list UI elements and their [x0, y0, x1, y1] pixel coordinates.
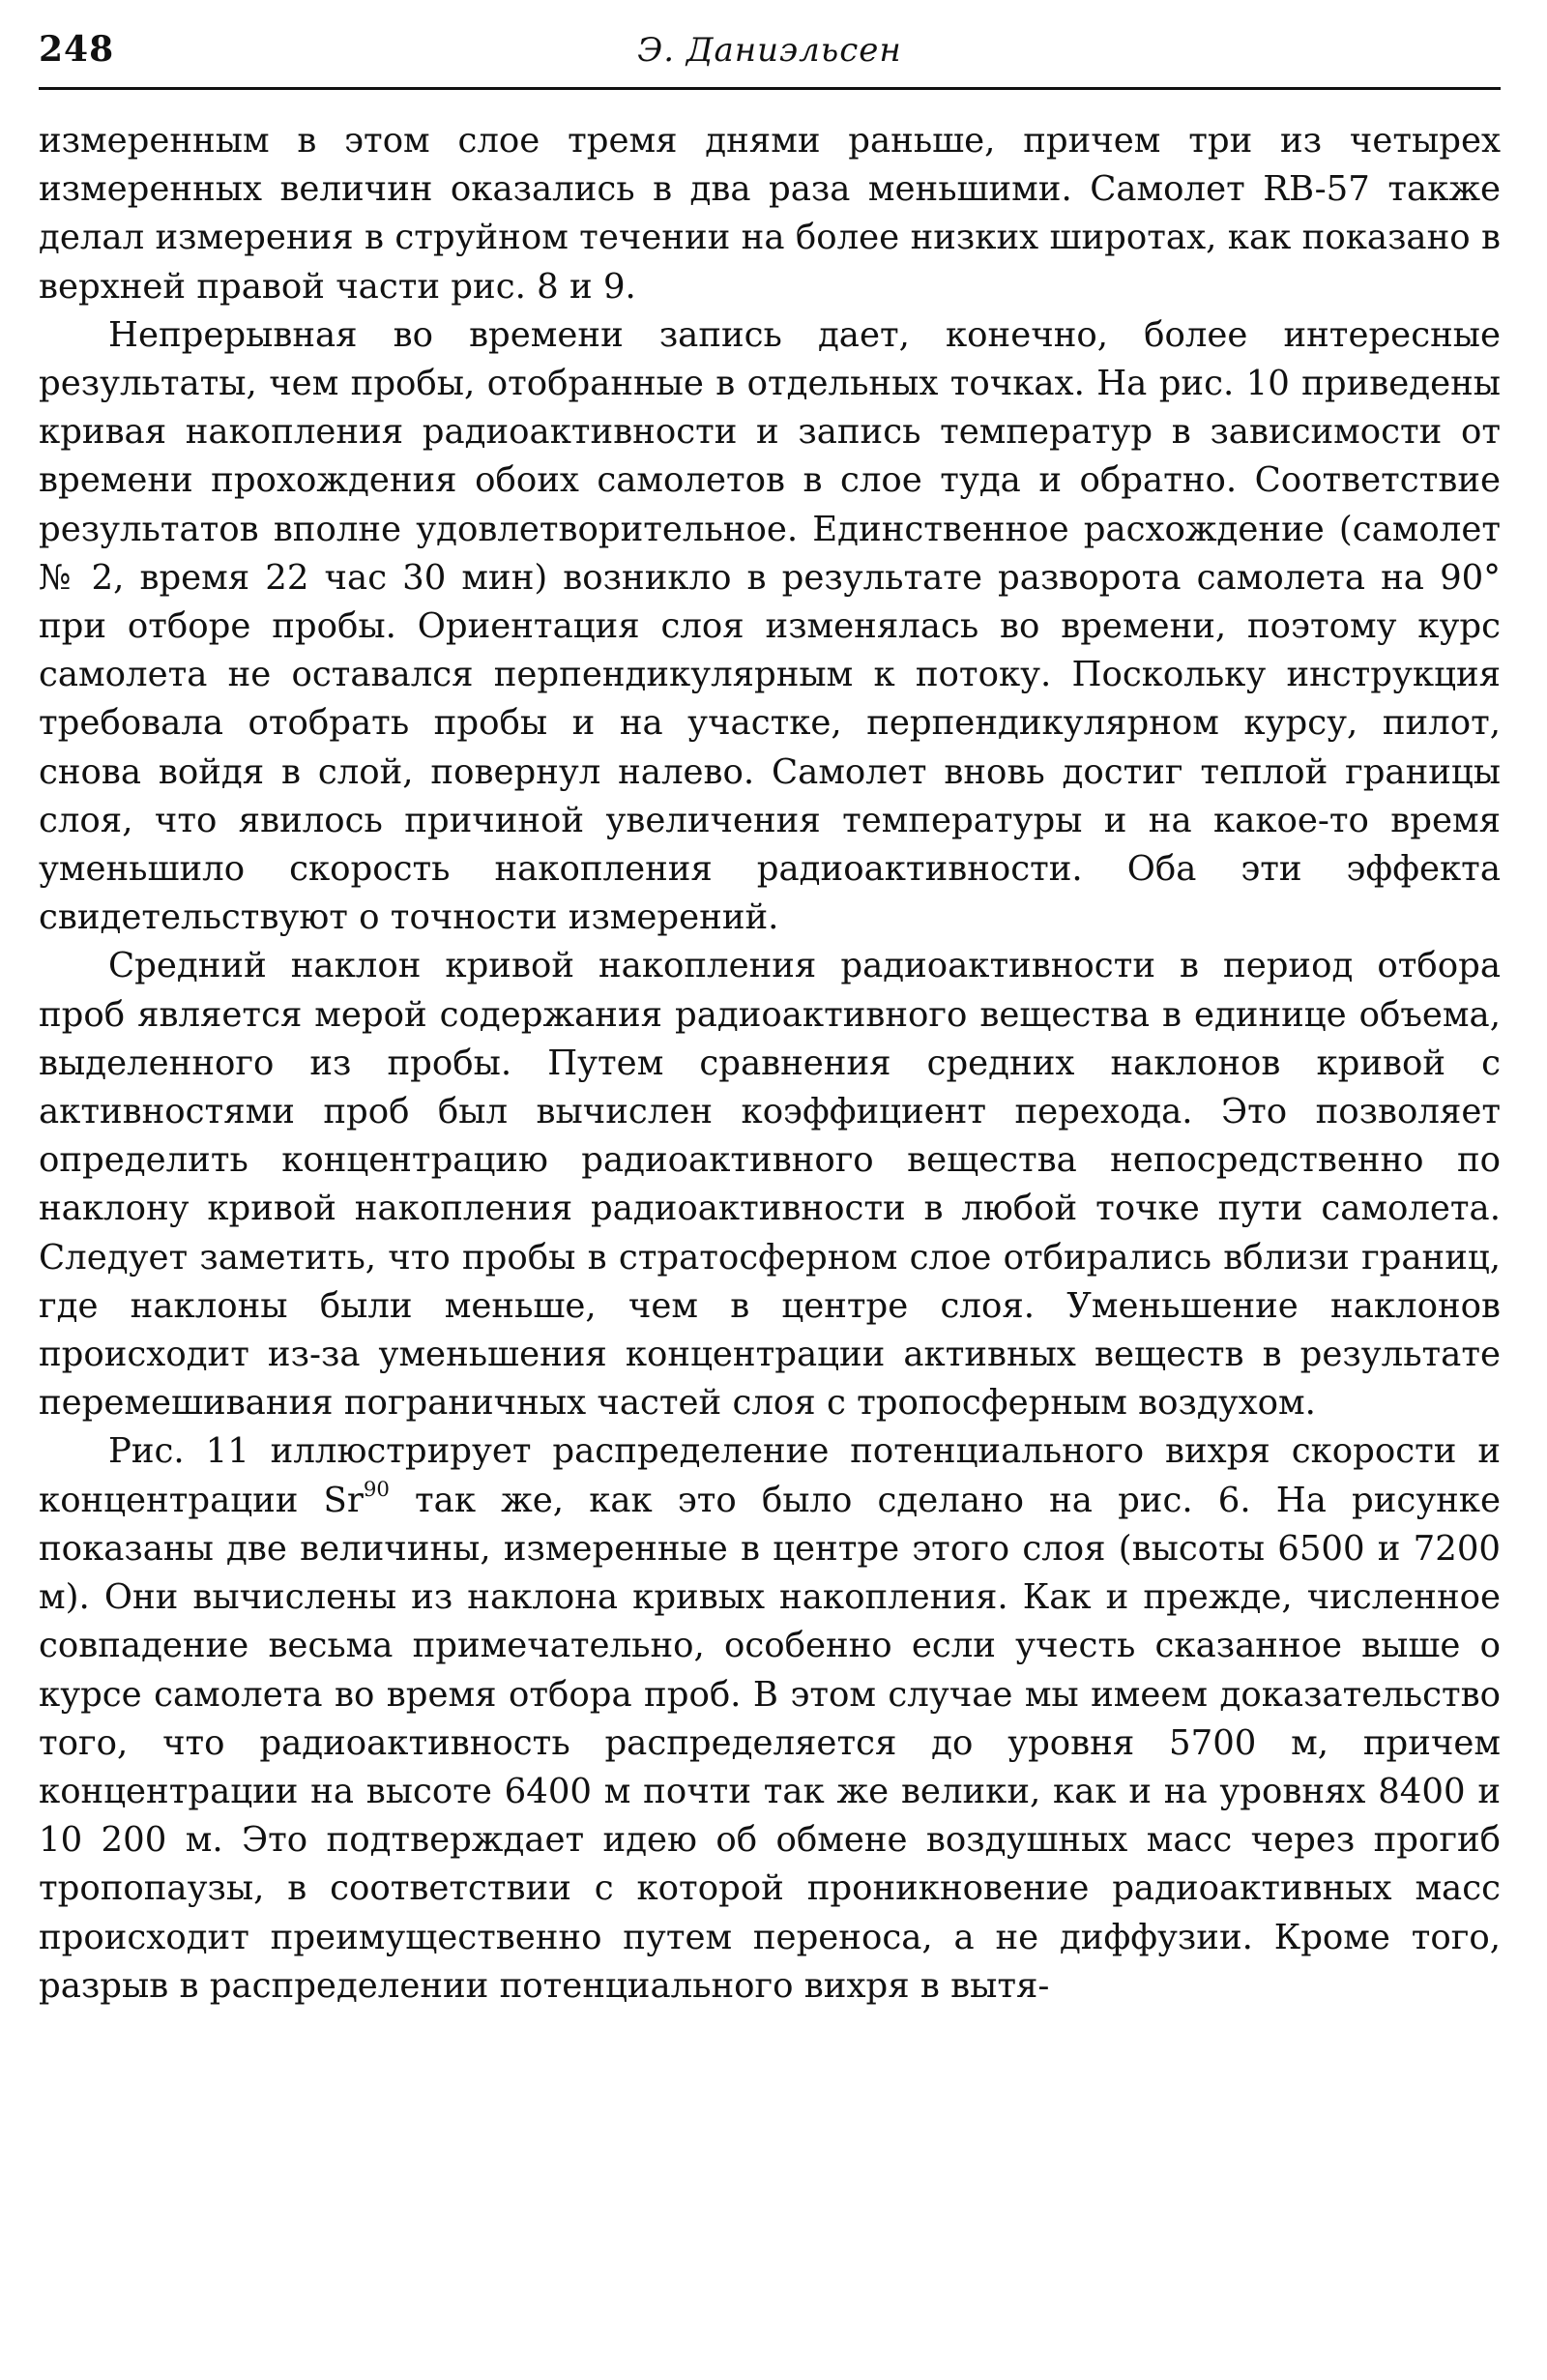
paragraph-2: Непрерывная во времени запись дает, конечно, более интересные результаты, чем пробы, отобранные в отдельных точках. На рис. 10 приведены кривая накопления радиоактивности и запись температур в зависимости от времени прохождения обоих самолетов в слое туда и обратно. Соответствие результатов вполне удовлетворительное. Единственное расхождение (самолет № 2, время 22 час 30 мин) возникло в результате разворота самолета на 90° при отборе пробы. Ориентация слоя изменялась во времени, поэтому курс самолета не оставался перпендикулярным к потоку. Поскольку инструкция требовала отобрать пробы и на участке, перпендикулярном курсу, пилот, снова войдя в слой, повернул налево. Самолет вновь достиг теплой границы слоя, что явилось причиной увеличения температуры и на какое-то время уменьшило скорость накопления радиоактивности. Оба эти эффекта свидетельствуют о точности измерений. [39, 314, 1501, 938]
body-text [39, 117, 1501, 2011]
running-head: Э. Даниэльсен [637, 31, 902, 70]
paragraph-4 [39, 1427, 1501, 2010]
page-number: 248 [39, 29, 115, 70]
isotope-superscript: 90 [363, 1477, 390, 1502]
page-header [39, 27, 1501, 90]
paragraph-4-text-after: так же, как это было сделано на рис. 6. На рисунке показаны две величины, измеренные в центре этого слоя (высоты 6500 и 7200 м). Они вычислены из наклона кривых накопления. Как и прежде, численное совпадение весьма примечательно, особенно если учесть сказанное выше о курсе самолета во время отбора проб. В этом случае мы имеем доказательство того, что радиоактивность распределяется до уровня 5700 м, причем концентрации на высоте 6400 м почти так же велики, как и на уровнях 8400 и 10 200 м. Это подтверждает идею об обмене воздушных масс через прогиб тропопаузы, в соответствии с которой проникновение радиоактивных масс происходит преимущественно путем переноса, а не диффузии. Кроме того, разрыв в распределении потенциального вихря в вытя- [39, 1480, 1501, 2006]
paragraph-1: измеренным в этом слое тремя днями раньше, причем три из четырех измеренных величин оказались в два раза меньшими. Самолет RB-57 также делал измерения в струйном течении на более низких широтах, как показано в верхней правой части рис. 8 и 9. [39, 121, 1501, 307]
paragraph-3: Средний наклон кривой накопления радиоактивности в период отбора проб является мерой содержания радиоактивного вещества в единице объема, выделенного из пробы. Путем сравнения средних наклонов кривой с активностями проб был вычислен коэффициент перехода. Это позволяет определить концентрацию радиоактивного вещества непосредственно по наклону кривой накопления радиоактивности в любой точке пути самолета. Следует заметить, что пробы в стратосферном слое отбирались вблизи границ, где наклоны были меньше, чем в центре слоя. Уменьшение наклонов происходит из-за уменьшения концентрации активных веществ в результате перемешивания пограничных частей слоя с тропосферным воздухом. [39, 946, 1501, 1424]
paragraph-4-text-before: Рис. 11 иллюстрирует распределение потенциального вихря скорости и концентрации Sr [39, 1431, 1501, 1520]
book-page [39, 27, 1501, 2358]
